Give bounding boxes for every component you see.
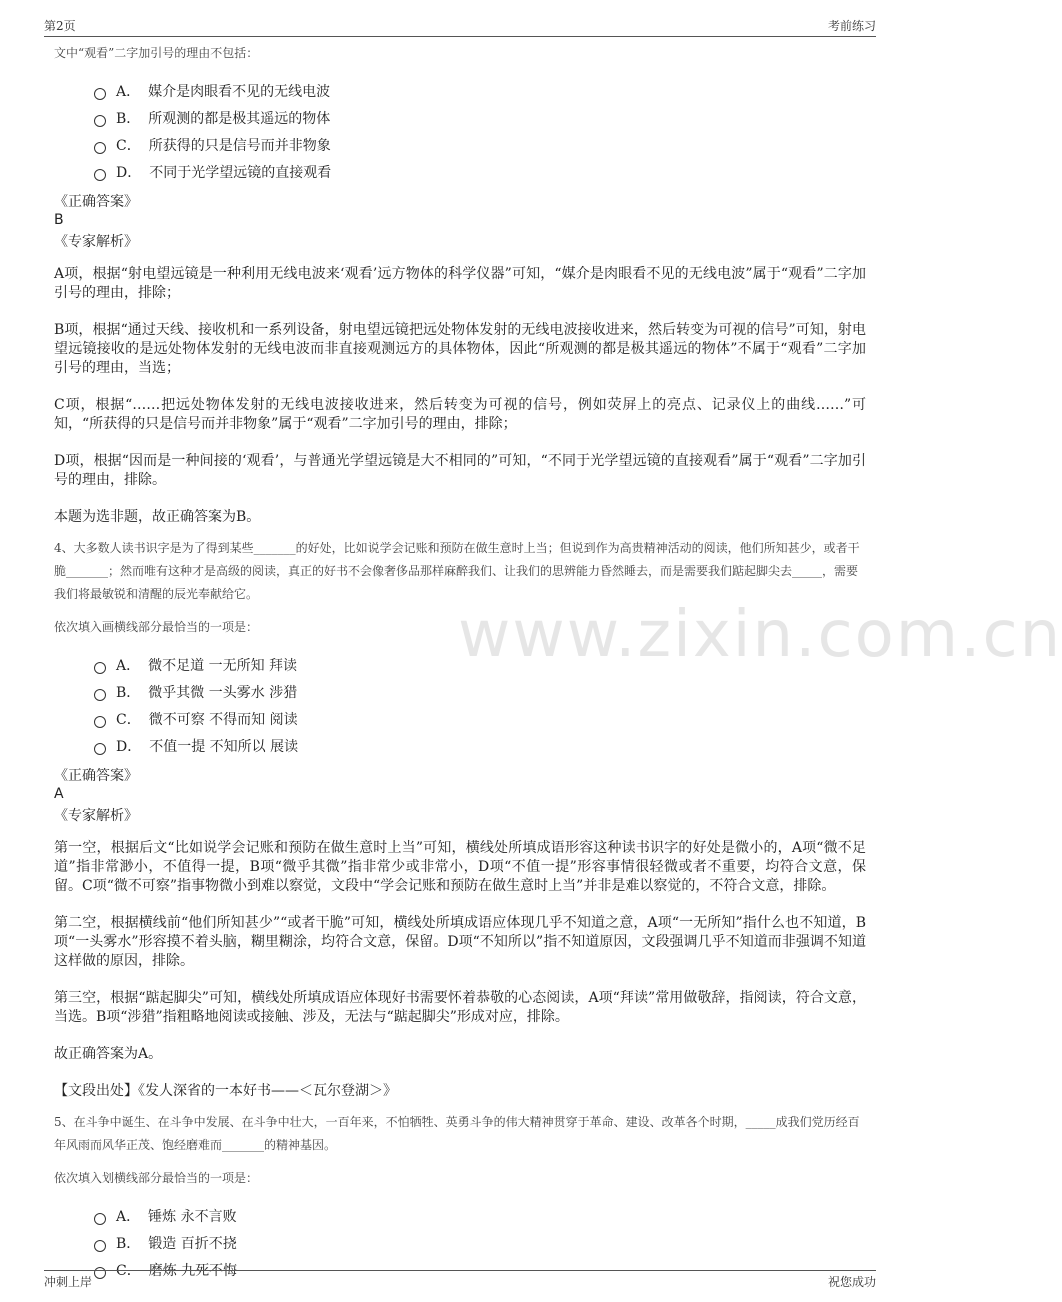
option-d[interactable] bbox=[54, 732, 866, 759]
analysis-paragraph: 第三空，根据“踮起脚尖”可知，横线处所填成语应体现好书需要怀着恭敬的心态阅读，A项“拜读”常用做敬辞，指阅读，符合文意，当选。B项“涉猎”指粗略地阅读或接触、涉及，无法与“踮起脚尖”形成对应，排除。 bbox=[54, 990, 866, 1025]
option-text: 所获得的只是信号而并非物象 bbox=[148, 137, 331, 154]
option-c[interactable] bbox=[54, 131, 866, 158]
analysis-paragraph: C项，根据“……把远处物体发射的无线电波接收进来，然后转变为可视的信号，例如荧屏上的亮点、记录仪上的曲线……”可知，“所获得的只是信号而并非物象”属于“观看”二字加引号的理由，排除； bbox=[54, 397, 866, 432]
option-letter: A． bbox=[116, 657, 141, 674]
page-number: 第2页 bbox=[44, 19, 76, 33]
radio-icon[interactable] bbox=[94, 115, 106, 127]
analysis-paragraph: 第一空，根据后文“比如说学会记账和预防在做生意时上当”可知，横线处所填成语形容这种读书识字的好处是微小的，A项“微不足道”指非常渺小，不值得一提，B项“微乎其微”指非常少或非常小，D项“不值一提”形容事情很轻微或者不重要，均符合文意，保留。C项“微不可察”指事物微小到难以察觉，文段中“学会记账和预防在做生意时上当”并非是难以察觉的，不符合文意，排除。 bbox=[54, 840, 866, 894]
source-citation: 【文段出处】《发人深省的一本好书——＜瓦尔登湖＞》 bbox=[54, 1083, 397, 1099]
analysis-label: 《专家解析》 bbox=[54, 808, 138, 824]
question-text: 4、大多数人读书识字是为了得到某些_______的好处，比如说学会记账和预防在做生意时上当；但说到作为高贵精神活动的阅读，他们所知甚少，或者干脆_______；然而唯有这种才是高级的阅读，真正的好书不会像奢侈品那样麻醉我们、让我们的思辨能力昏然睡去，而是需要我们踮起脚尖去_____，需要我们将最敏锐和清醒的辰光奉献给它。 bbox=[54, 541, 860, 601]
answer-value: A bbox=[54, 786, 64, 802]
option-letter: C． bbox=[116, 1262, 141, 1279]
page-header bbox=[44, 10, 876, 37]
option-text: 不同于光学望远镜的直接观看 bbox=[149, 164, 332, 181]
option-a[interactable] bbox=[54, 77, 866, 104]
analysis-conclusion: 本题为选非题，故正确答案为B。 bbox=[54, 509, 261, 525]
page-footer bbox=[44, 1270, 876, 1293]
radio-icon[interactable] bbox=[94, 1213, 106, 1225]
option-letter: C． bbox=[116, 137, 141, 154]
option-d[interactable] bbox=[54, 158, 866, 185]
radio-icon[interactable] bbox=[94, 142, 106, 154]
radio-icon[interactable] bbox=[94, 743, 106, 755]
option-list bbox=[54, 651, 866, 759]
option-letter: B． bbox=[116, 684, 141, 701]
watermark: www.zixin.com.cn bbox=[458, 598, 1062, 672]
question-prompt: 依次填入画横线部分最恰当的一项是： bbox=[54, 620, 259, 634]
option-text: 锻造 百折不挠 bbox=[148, 1235, 237, 1252]
answer-label: 《正确答案》 bbox=[54, 194, 138, 210]
option-letter: C． bbox=[116, 711, 141, 728]
question-text: 5、在斗争中诞生、在斗争中发展、在斗争中壮大，一百年来，不怕牺牲、英勇斗争的伟大精神贯穿于革命、建设、改革各个时期，_____成我们党历经百年风雨而风华正茂、饱经磨难而_______的精神基因。 bbox=[54, 1115, 860, 1152]
analysis-conclusion: 故正确答案为A。 bbox=[54, 1046, 163, 1062]
footer-right-text: 祝您成功 bbox=[827, 1275, 876, 1289]
document-content bbox=[54, 44, 866, 1283]
analysis-paragraph: B项，根据“通过天线、接收机和一系列设备，射电望远镜把远处物体发射的无线电波接收进来，然后转变为可视的信号”可知，射电望远镜接收的是远处物体发射的无线电波而非直接观测远方的具体物体，因此“所观测的都是极其遥远的物体”不属于“观看”二字加引号的理由，当选； bbox=[54, 322, 866, 376]
option-a[interactable] bbox=[54, 651, 866, 678]
option-text: 不值一提 不知所以 展读 bbox=[149, 738, 299, 755]
option-b[interactable] bbox=[54, 1229, 866, 1256]
option-text: 微不足道 一无所知 拜读 bbox=[148, 657, 298, 674]
option-text: 所观测的都是极其遥远的物体 bbox=[148, 110, 331, 127]
radio-icon[interactable] bbox=[94, 662, 106, 674]
option-letter: D． bbox=[116, 738, 142, 755]
option-letter: B． bbox=[116, 1235, 141, 1252]
option-a[interactable] bbox=[54, 1202, 866, 1229]
option-text: 微不可察 不得而知 阅读 bbox=[148, 711, 298, 728]
question-prompt: 依次填入划横线部分最恰当的一项是： bbox=[54, 1171, 259, 1185]
answer-value: B bbox=[54, 212, 64, 228]
option-letter: A． bbox=[116, 83, 141, 100]
option-text: 锤炼 永不言败 bbox=[148, 1208, 237, 1225]
radio-icon[interactable] bbox=[94, 169, 106, 181]
option-text: 媒介是肉眼看不见的无线电波 bbox=[148, 83, 331, 100]
analysis-paragraph: 第二空，根据横线前“他们所知甚少”“或者干脆”可知，横线处所填成语应体现几乎不知道之意，A项“一无所知”指什么也不知道，B项“一头雾水”形容摸不着头脑，糊里糊涂，均符合文意，保留。D项“不知所以”指不知道原因，文段强调几乎不知道而非强调不知道这样做的原因，排除。 bbox=[54, 915, 866, 969]
option-b[interactable] bbox=[54, 104, 866, 131]
question-prompt: 文中“观看”二字加引号的理由不包括： bbox=[54, 46, 259, 60]
option-letter: B． bbox=[116, 110, 141, 127]
footer-left-text: 冲刺上岸 bbox=[44, 1275, 93, 1289]
option-letter: D． bbox=[116, 164, 142, 181]
answer-label: 《正确答案》 bbox=[54, 768, 138, 784]
radio-icon[interactable] bbox=[94, 1240, 106, 1252]
analysis-label: 《专家解析》 bbox=[54, 234, 138, 250]
radio-icon[interactable] bbox=[94, 689, 106, 701]
header-title: 考前练习 bbox=[827, 19, 876, 33]
radio-icon[interactable] bbox=[94, 716, 106, 728]
radio-icon[interactable] bbox=[94, 88, 106, 100]
analysis-paragraph: A项，根据“射电望远镜是一种利用无线电波来‘观看’远方物体的科学仪器”可知，“媒介是肉眼看不见的无线电波”属于“观看”二字加引号的理由，排除； bbox=[54, 266, 866, 301]
option-letter: A． bbox=[116, 1208, 141, 1225]
option-c[interactable] bbox=[54, 705, 866, 732]
option-text: 磨炼 九死不悔 bbox=[148, 1262, 238, 1279]
option-text: 微乎其微 一头雾水 涉猎 bbox=[148, 684, 298, 701]
analysis-paragraph: D项，根据“因而是一种间接的‘观看’，与普通光学望远镜是大不相同的”可知，“不同于光学望远镜的直接观看”属于“观看”二字加引号的理由，排除。 bbox=[54, 453, 866, 488]
option-list bbox=[54, 77, 866, 185]
option-b[interactable] bbox=[54, 678, 866, 705]
